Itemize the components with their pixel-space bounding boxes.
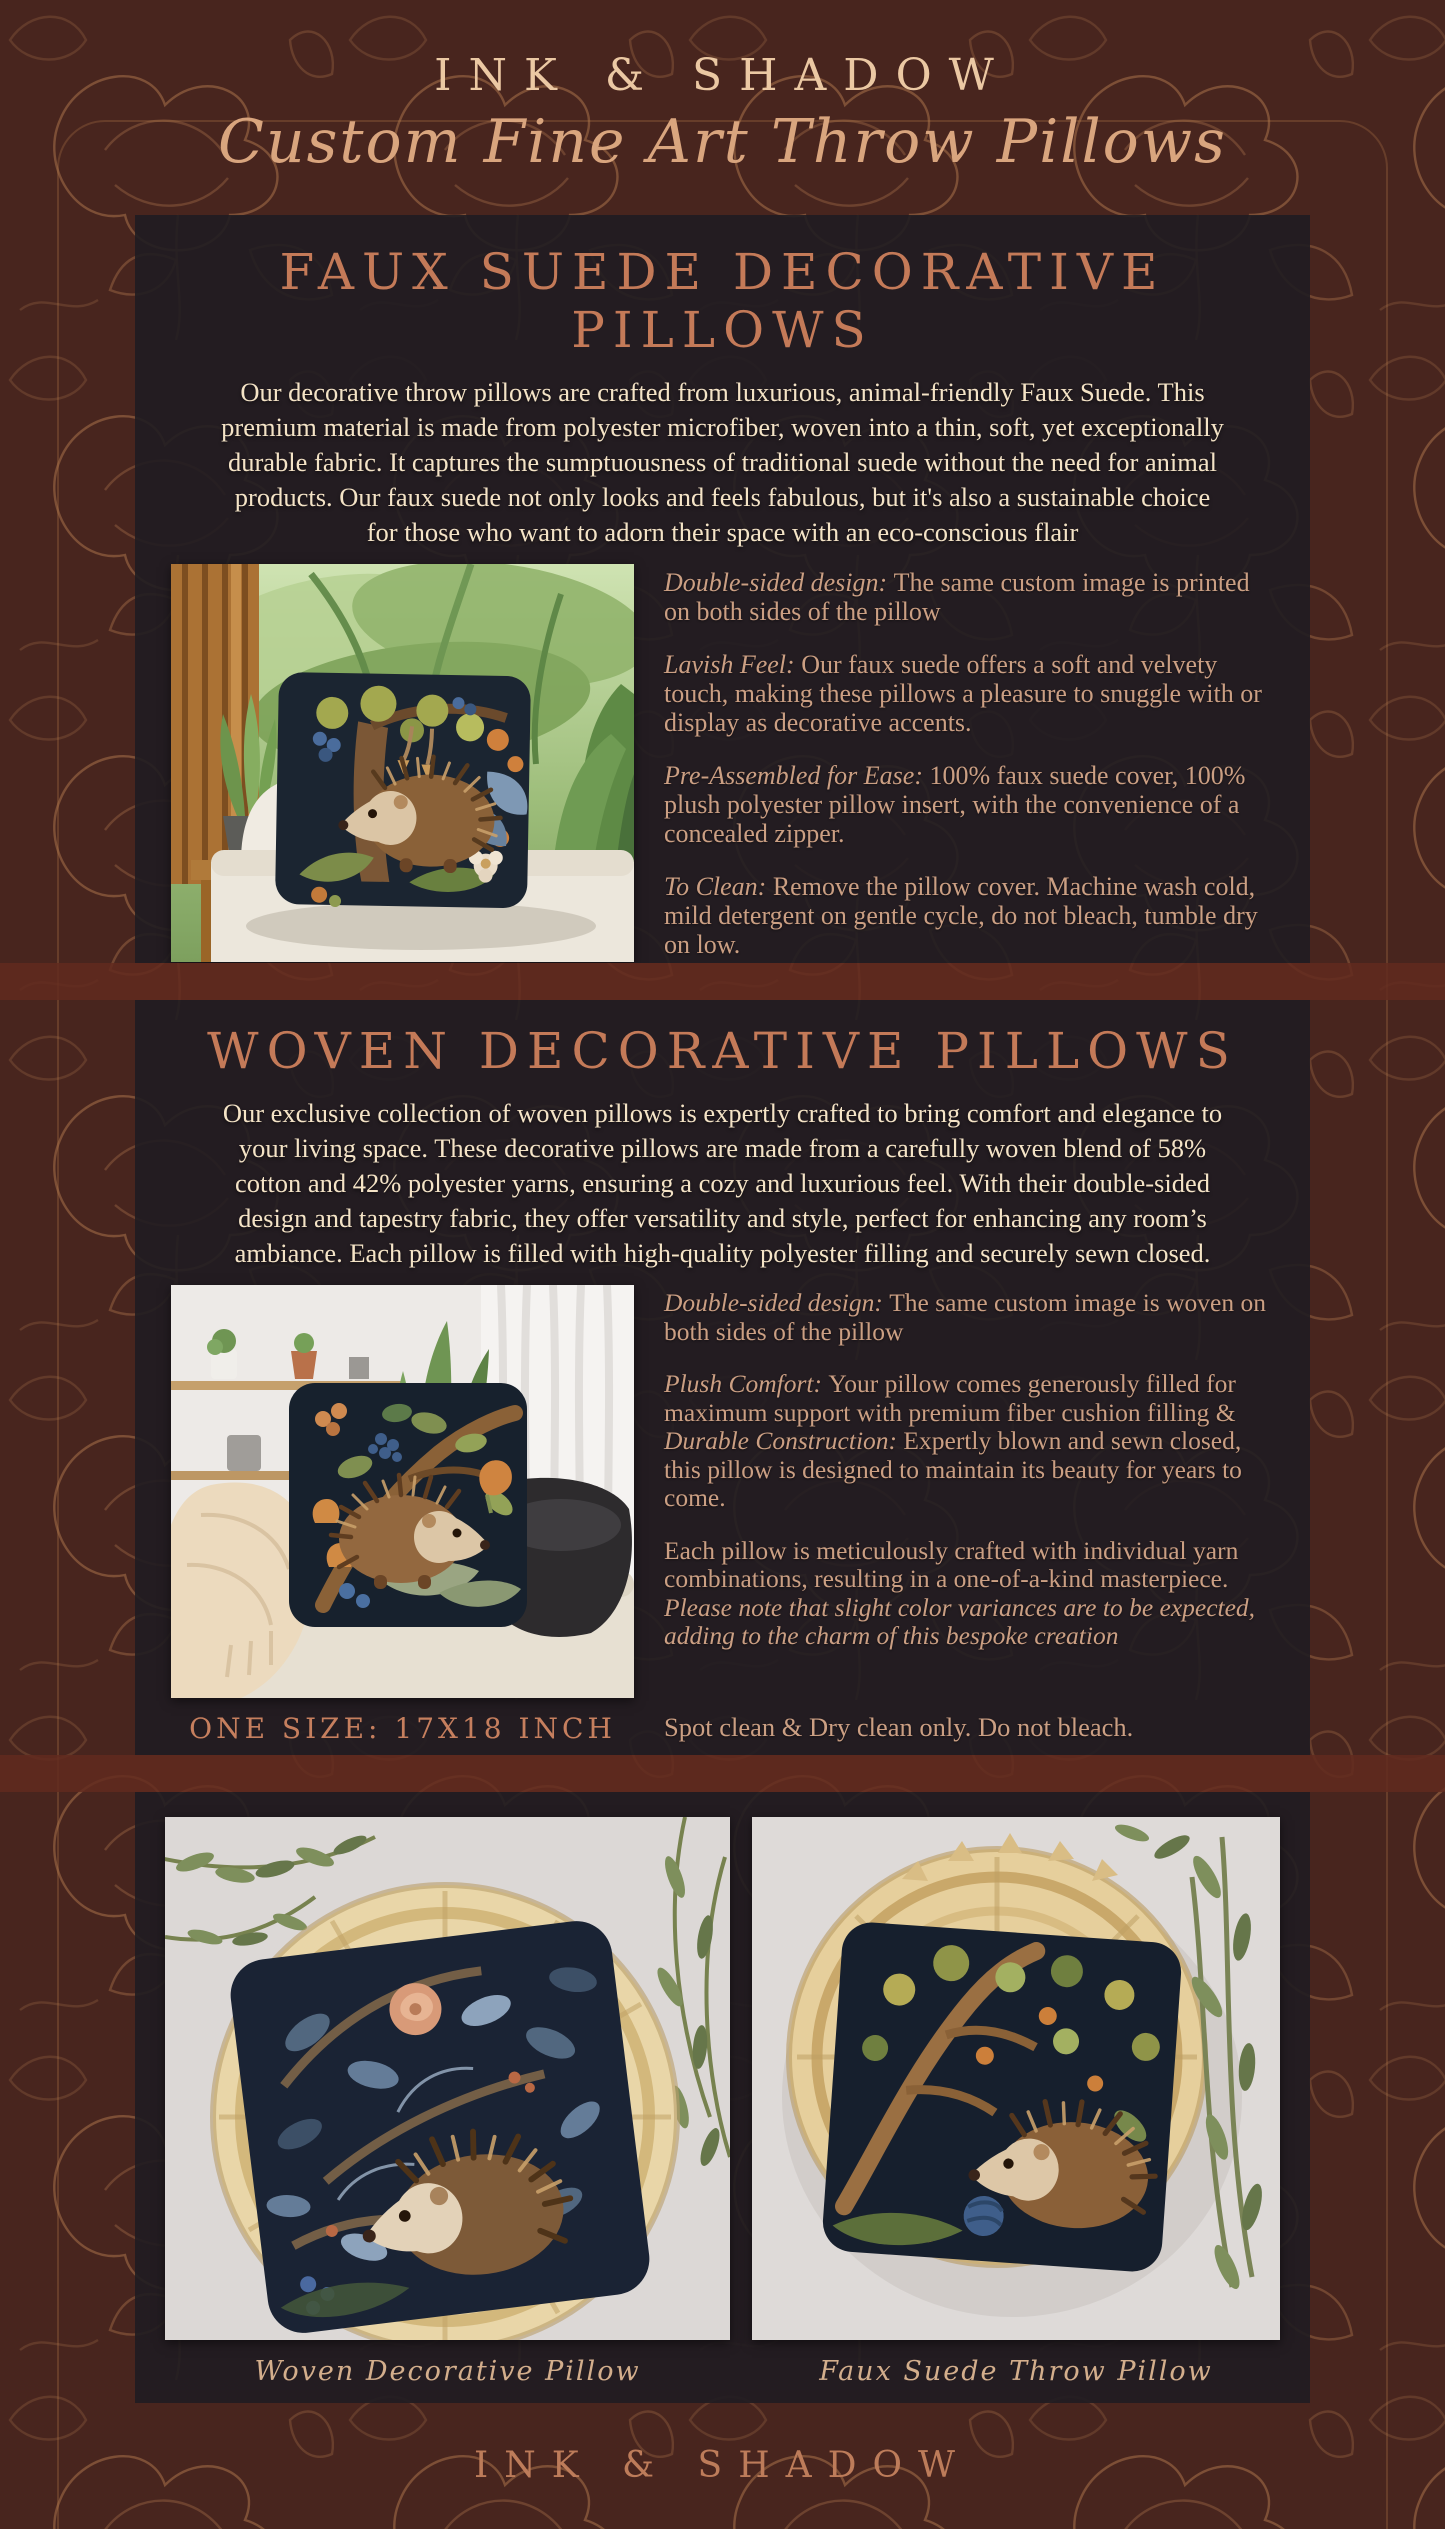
- woven-size: ONE SIZE: 17X18 INCH: [189, 1712, 616, 1745]
- faux-suede-section: [135, 215, 1310, 963]
- woven-care: Spot clean & Dry clean only. Do not bleach.: [664, 1712, 1134, 1742]
- feature-pre-assembled: Pre-Assembled for Ease: 100% faux suede cover, 100% plush polyester pillow insert, with the convenience of a concealed zipper.: [664, 761, 1246, 848]
- gallery-item-woven: [165, 1817, 730, 2387]
- divider-band: [0, 1755, 1445, 1792]
- header: [0, 0, 1445, 215]
- feature-one-of-a-kind: Each pillow is meticulously crafted with individual yarn combinations, resulting in a one-of-a-kind masterpiece. Please note that slight color variances are to be expected, adding to the charm of this bespoke creation: [664, 1535, 1256, 1650]
- woven-intro: Our exclusive collection of woven pillows is expertly crafted to bring comfort and elegance to your living space. These decorative pillows are made from a carefully woven blend of 58% cotton and 42% polyester yarns, ensuring a cozy and luxurious feel. With their double-sided design and tapestry fabric, they offer versatility and style, perfect for enhancing any room’s ambiance. Each pillow is filled with high-quality polyester filling and securely sewn closed.: [222, 1098, 1223, 1268]
- faux-suede-feature-list: [664, 564, 1274, 962]
- photo-woven-flatlay: [165, 1817, 730, 2340]
- divider-band: [0, 963, 1445, 1000]
- gallery-item-faux-suede: [752, 1817, 1280, 2387]
- faux-suede-title: FAUX SUEDE DECORATIVE PILLOWS: [279, 243, 1166, 359]
- caption-woven: Woven Decorative Pillow: [254, 2356, 641, 2387]
- caption-faux-suede: Faux Suede Throw Pillow: [819, 2356, 1213, 2387]
- faux-suede-intro: Our decorative throw pillows are crafted from luxurious, animal-friendly Faux Suede. This premium material is made from polyester microfiber, woven into a thin, soft, yet exceptionally durable fabric. It captures the sumptuousness of traditional suede without the need for animal products. Our faux suede not only looks and feels fabulous, but it's also a sustainable choice for those who want to adorn their space with an eco-conscious flair: [221, 377, 1224, 547]
- feature-double-sided: Double-sided design: The same custom image is printed on both sides of the pillow: [664, 568, 1250, 626]
- feature-lavish-feel: Lavish Feel: Our faux suede offers a soft and velvety touch, making these pillows a pleasure to snuggle with or display as decorative accents.: [664, 650, 1262, 737]
- photo-faux-suede-flatlay: [752, 1817, 1280, 2340]
- footer: [0, 2403, 1445, 2529]
- photo-faux-suede-lifestyle: [171, 564, 634, 962]
- footer-brand-name: INK & SHADOW: [474, 2445, 971, 2486]
- feature-to-clean: To Clean: Remove the pillow cover. Machine wash cold, mild detergent on gentle cycle, do not bleach, tumble dry on low.: [664, 872, 1258, 959]
- feature-double-sided-woven: Double-sided design: The same custom image is woven on both sides of the pillow: [664, 1288, 1266, 1346]
- gallery-section: [135, 1792, 1310, 2403]
- woven-title: WOVEN DECORATIVE PILLOWS: [207, 1022, 1238, 1080]
- photo-woven-lifestyle: [171, 1285, 634, 1698]
- feature-plush-comfort: Plush Comfort: Your pillow comes generously filled for maximum support with premium fiber cushion filling & Durable Construction: Expertly blown and sewn closed, this pillow is designed to maintain its beauty for years to come.: [664, 1369, 1242, 1512]
- brand-name: INK & SHADOW: [434, 50, 1011, 101]
- brand-tagline: Custom Fine Art Throw Pillows: [218, 107, 1227, 177]
- woven-feature-list: [664, 1285, 1274, 1698]
- woven-section: [135, 1000, 1310, 1755]
